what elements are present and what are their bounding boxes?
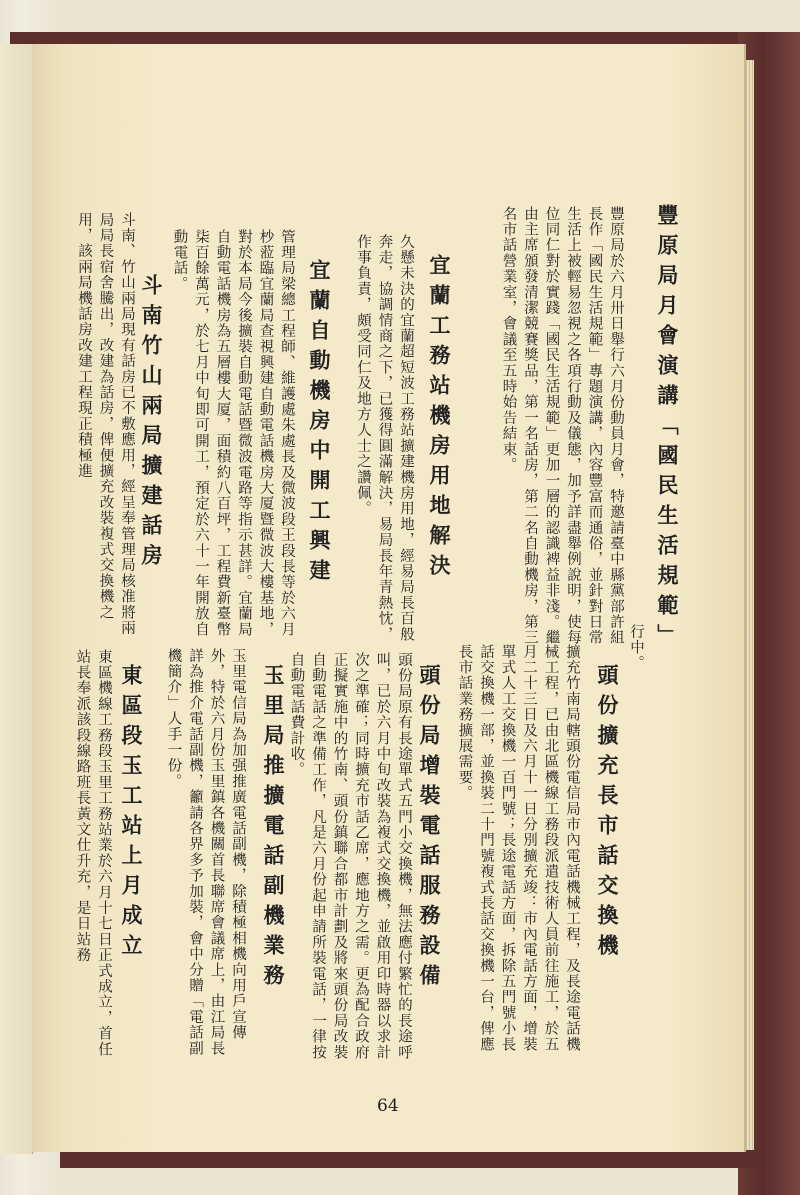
- article1-title: 豐原局月會演講「國民生活規範」: [655, 204, 680, 654]
- article4-body: 斗南、竹山兩局現有話房已不敷應用，經呈奉管理局核准將兩局局長宿舍騰出，改建為話房，俾便擴充改裝複式交換機之用，該兩局機話房改建工程現正積極進: [76, 212, 135, 636]
- article2-body: 久懸未決的宜蘭超短波工務站擴建機房用地，經易局長百般奔走，協調情商之下，已獲得圓滿解決，易局長年青熱忱，作事負責，頗受同仁及地方人士之讚佩。: [355, 234, 414, 643]
- article5-title: 頭份擴充長市話交換機: [595, 664, 620, 964]
- article3-title: 宜蘭自動機房中開工興建: [307, 259, 332, 589]
- article1-body: 豐原局於六月卅日舉行六月份動員月會，特邀請臺中縣黨部許組長作「國民生活規範」專題演講，內容豐富而通俗，並針對日常生活上被輕易忽視之各項行動及儀態，加予詳盡舉例說明，使每位同仁對於實踐「國民生活規範」更加一層的認識裨益非淺。繼由主席頒發清潔競賽獎品，第一名話房，第二名自動機房，第三名市話營業室，會議至五時始告結束。: [500, 206, 624, 646]
- article4-title: 斗南竹山兩局擴建話房: [139, 274, 164, 574]
- previous-page-edge: [0, 44, 33, 1154]
- article6-title: 頭份局增裝電話服務設備: [417, 664, 442, 994]
- article6-body: 頭份局原有長途單式五門小交換機，無法應付繁忙的長途呼叫，已於六月中旬改裝為複式交換機，並啟用印時器以求計次之準確；同時擴充市話乙席，應地方之需。更為配合政府正擬實施中的竹南、頭份鎮聯合都市計劃及將來頭份局改裝自動電話之準備工作，凡是六月份起申請所裝電話，一律按自動電話費計收。: [288, 652, 412, 1061]
- article8-title: 東區段玉工站上月成立: [119, 664, 144, 964]
- article7-title: 玉里局推擴電話副機業務: [261, 664, 286, 994]
- page-number: 64: [377, 1096, 399, 1116]
- article5-body: 擴充竹南局轄頭份電信局市內電話機械工程，及長途電話機械工程，已由北區機線工務段派遣技術人員前往施工，於五月二十三日及六月十一日分別擴充竣：市內電話方面，增裝單式人工交換機一百門號；長途電話方面，拆除五門號小長話交換機一部，並換裝二十門號複式長話交換機一台，俾應長市話業務擴展需要。: [456, 644, 580, 1053]
- article2-title: 宜蘭工務站機房用地解決: [427, 254, 452, 584]
- article8-body: 東區機線工務段玉里工務站業於六月十七日正式成立，首任站長奉派該段線路班長黃文仕升充，是日站務: [74, 649, 112, 1058]
- article7-body: 玉里電信局為加强推廣電話副機，除積極相機向用戶宣傳外，特於六月份玉里鎮各機關首長聯席會議席上，由江局長詳為推介電話副機，籲請各界多予加裝，會中分贈「電話副機簡介」人手一份。: [165, 648, 246, 1057]
- continuation-text: 行中。: [628, 624, 644, 672]
- article3-body: 管理局梁總工程師、維護處朱處長及微波段王段長等於六月杪蒞臨宜蘭局查視興建自動電話機房大厦暨微波大樓基地，對於本局今後擴裝自動電話暨微波電路等指示甚詳。宜蘭局自動電話機房為五層樓大厦，面積約八百坪，工程費新臺幣柒百餘萬元，於七月中旬即可開工，預定於六十一年開放自動電話。: [171, 229, 295, 638]
- book-page: [32, 44, 746, 1152]
